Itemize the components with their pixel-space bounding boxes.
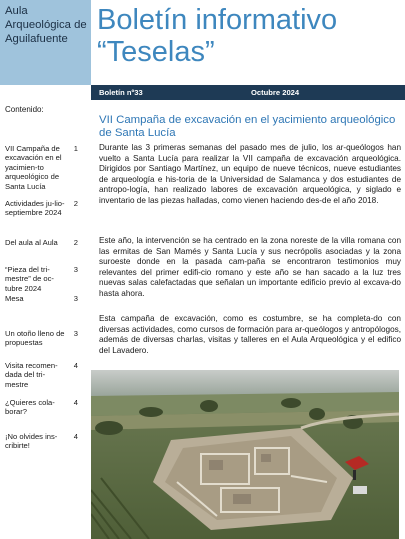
toc-item-label: Visita recomen-dada del tri-mestre xyxy=(5,361,58,389)
toc-item-page: 4 xyxy=(73,361,78,370)
article-paragraph: Durante las 3 primeras semanas del pasado mes de julio, los ar-queólogos han vuelto a Santa Lucía para realizar la VII campaña de excavación arqueológica. Dirigidos por Santiago Martínez, un equipo de nueve técnicos, nueve estudiantes de arqueología e his-toria de la Universidad de Salamanca y dos estudiantes de antropo-logía, han realizado labores de excavación arqueológica, y siglado e inventario de las piezas halladas, como vienen haciendo des-de el año 2018. xyxy=(99,143,401,205)
newsletter-title-line2: “Teselas” xyxy=(97,36,215,68)
toc-item-label: VII Campaña de excavación en el yacimien-to arqueológico de Santa Lucía xyxy=(5,144,62,191)
toc-item-page: 3 xyxy=(73,265,78,274)
toc-item-label: Mesa xyxy=(5,294,24,303)
toc-item-page: 1 xyxy=(73,144,78,153)
issue-bar xyxy=(91,85,405,100)
toc-item-page: 3 xyxy=(73,294,78,303)
newsletter-title xyxy=(97,4,402,68)
toc-item-page: 2 xyxy=(73,199,78,208)
organization-name: Aula Arqueológica de Aguilafuente xyxy=(5,5,87,45)
article-title: VII Campaña de excavación en el yacimiento arqueológico de Santa Lucía xyxy=(99,114,396,139)
issue-date: Octubre 2024 xyxy=(251,88,300,97)
toc-item[interactable] xyxy=(5,432,89,451)
sidebar-header xyxy=(0,0,91,85)
toc-item[interactable] xyxy=(5,265,89,293)
toc-item-page: 4 xyxy=(73,398,78,407)
toc-item-label: ¡No olvides ins-cribirte! xyxy=(5,432,58,451)
toc-title: Contenido: xyxy=(5,105,44,114)
toc-item-page: 3 xyxy=(73,329,78,338)
sidebar xyxy=(0,0,91,539)
masthead xyxy=(91,0,405,85)
newsletter-title-line1: Boletín informativo xyxy=(97,4,338,36)
toc-item[interactable] xyxy=(5,329,89,348)
toc-item[interactable] xyxy=(5,361,89,389)
toc-item-label: Del aula al Aula xyxy=(5,238,58,247)
toc-item[interactable] xyxy=(5,238,89,247)
article-paragraph: Esta campaña de excavación, como es costumbre, se ha completa-do con diversas actividades, como cursos de formación para ar-queólogos y antropólogos, además de diversas charlas, visitas y talleres en el Aula Arqueológica y el edifico del Lavadero. xyxy=(99,314,401,355)
article-paragraph: Este año, la intervención se ha centrado en la zona noreste de la villa romana con las ermitas de San Mamés y Santa Lucía y sus necrópolis asociadas y la zona suroeste donde en la pasada cam-paña se encontraron testimonios muy relevantes del primer edifi-cio romano y este año se han sacado a la luz tres nuevas salas calefactadas que señalan un importante edificio previo al excava-do hasta ahora. xyxy=(99,236,401,298)
toc-item-label: Un otoño lleno de propuestas xyxy=(5,329,65,348)
toc-item-label: ¿Quieres cola-borar? xyxy=(5,398,55,417)
excavation-aerial-photo xyxy=(91,370,399,539)
toc-item-page: 2 xyxy=(73,238,78,247)
toc-item-page: 4 xyxy=(73,432,78,441)
toc-item[interactable] xyxy=(5,144,89,191)
toc-item-label: “Pieza del tri-mestre” de oc-tubre 2024 xyxy=(5,265,54,293)
toc-item[interactable] xyxy=(5,294,89,303)
toc-item[interactable] xyxy=(5,199,89,218)
toc-item-label: Actividades ju-lio-septiembre 2024 xyxy=(5,199,65,218)
toc-item[interactable] xyxy=(5,398,89,417)
issue-number: Boletín nº33 xyxy=(99,88,143,97)
